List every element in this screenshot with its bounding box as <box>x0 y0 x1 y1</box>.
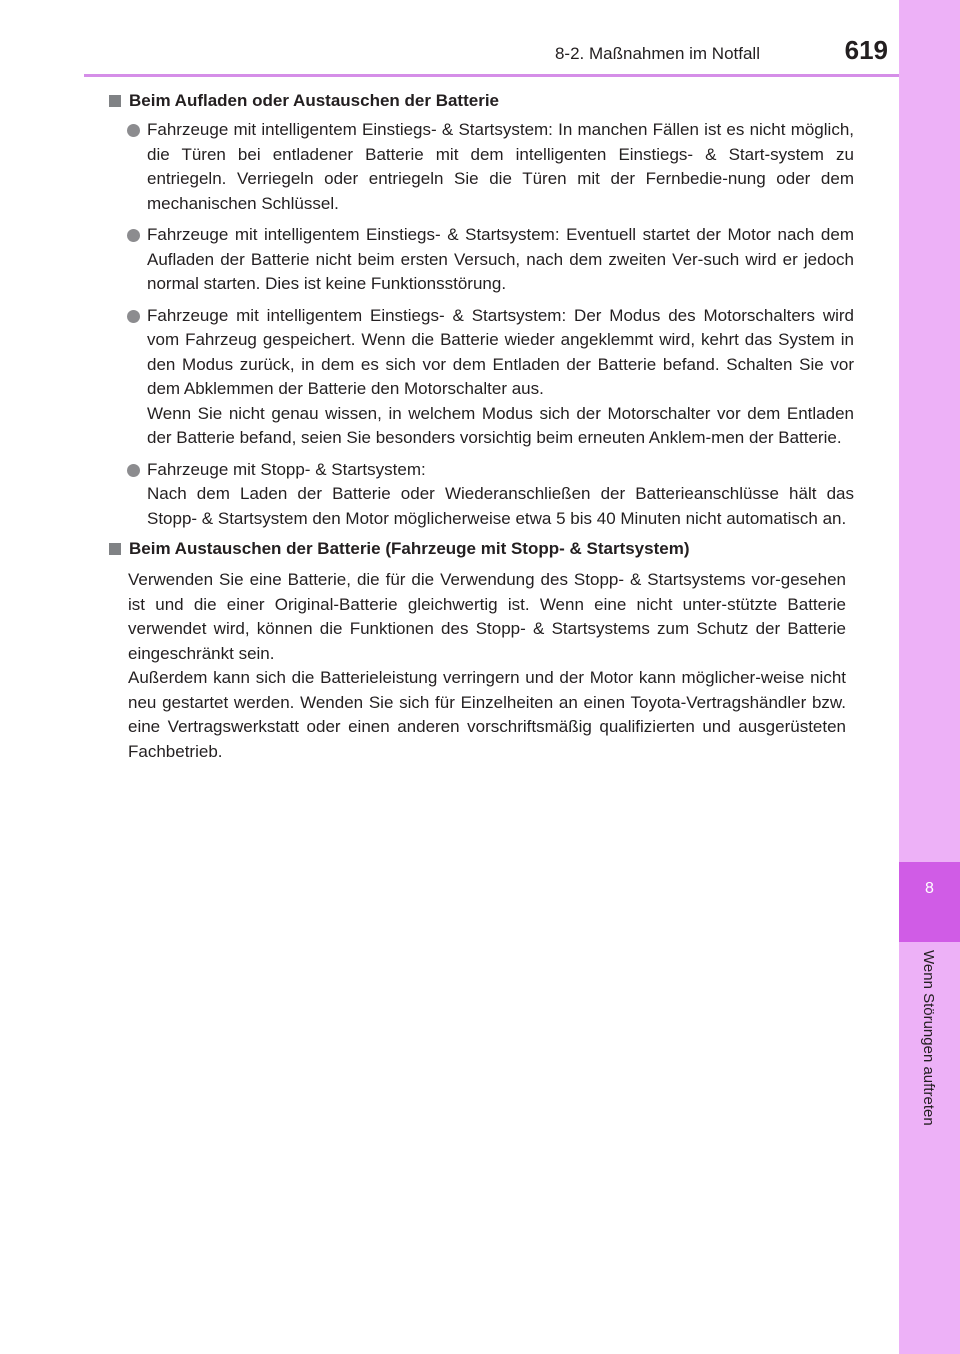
circle-bullet-icon <box>127 310 140 323</box>
bullet-text: Fahrzeuge mit intelligentem Einstiegs- & Startsystem: Der Modus des Motorschalters wird vom Fahrzeug gespeichert. Wenn die Batterie wieder angeklemmt wird, kehrt das System in den Modus zurück, in dem es sich vor dem Entladen der Batterie befand. Schalten Sie vor dem Abklemmen der Batterie den Motorschalter aus. <box>147 305 854 398</box>
bullet-text: Wenn Sie nicht genau wissen, in welchem Modus sich der Motorschalter vor dem Entladen der Batterie befand, seien Sie besonders vorsichtig beim erneuten Anklem-men der Batterie. <box>147 403 854 447</box>
list-item <box>109 458 854 532</box>
section-heading-text: Beim Austauschen der Batterie (Fahrzeuge mit Stopp- & Startsystem) <box>129 539 690 558</box>
paragraph-text: Verwenden Sie eine Batterie, die für die Verwendung des Stopp- & Startsystems vor-gesehen ist und die einer Original-Batterie gleichwertig ist. Wenn eine nicht unter-stützte Batterie verwendet wird, können die Funktionen des Stopp- & Startsystems zum Schutz der Batterie eingeschränkt sein. <box>128 570 846 663</box>
circle-bullet-icon <box>127 229 140 242</box>
circle-bullet-icon <box>127 464 140 477</box>
list-item <box>109 223 854 297</box>
section-heading <box>109 90 854 112</box>
body-paragraph <box>109 568 854 764</box>
page-content <box>109 90 854 764</box>
list-item <box>109 118 854 216</box>
page-number: 619 <box>844 35 888 65</box>
chapter-number-box <box>899 862 960 942</box>
square-bullet-icon <box>109 95 121 107</box>
chapter-title-wrap <box>899 950 960 1170</box>
bullet-text: Nach dem Laden der Batterie oder Wiederanschließen der Batterieanschlüsse hält das Stopp- & Startsystem den Motor möglicherweise etwa 5 bis 40 Minuten nicht automatisch an. <box>147 484 854 528</box>
bullet-text: Fahrzeuge mit intelligentem Einstiegs- & Startsystem: Eventuell startet der Motor nach dem Aufladen der Batterie nicht beim ersten Versuch, nach dem zweiten Ver-such wird er jedoch normal starten. Dies ist keine Funktionsstörung. <box>147 225 854 293</box>
chapter-title: Wenn Störungen auftreten <box>920 950 937 1126</box>
chapter-number: 8 <box>925 880 934 897</box>
section-heading-text: Beim Aufladen oder Austauschen der Batterie <box>129 91 499 110</box>
square-bullet-icon <box>109 543 121 555</box>
list-item <box>109 304 854 451</box>
paragraph-text: Außerdem kann sich die Batterieleistung verringern und der Motor kann möglicher-weise nicht neu gestartet werden. Wenden Sie sich für Einzelheiten an einen Toyota-Vertragshändler bzw. eine Vertragswerkstatt oder einen anderen vorschriftsmäßig qualifizierten und ausgerüsteten Fachbetrieb. <box>128 668 846 761</box>
section-title: 8-2. Maßnahmen im Notfall <box>554 44 760 63</box>
bullet-text: Fahrzeuge mit Stopp- & Startsystem: <box>147 459 426 479</box>
bullet-text: Fahrzeuge mit intelligentem Einstiegs- & Startsystem: In manchen Fällen ist es nicht möglich, die Türen bei entladener Batterie mit dem intelligenten Einstiegs- & Start-system zu entriegeln. Verriegeln oder entriegeln Sie die Türen mit der Fernbedie-nung oder dem mechanischen Schlüssel. <box>147 120 854 213</box>
header-divider <box>84 74 900 77</box>
circle-bullet-icon <box>127 124 140 137</box>
section-heading <box>109 538 854 560</box>
